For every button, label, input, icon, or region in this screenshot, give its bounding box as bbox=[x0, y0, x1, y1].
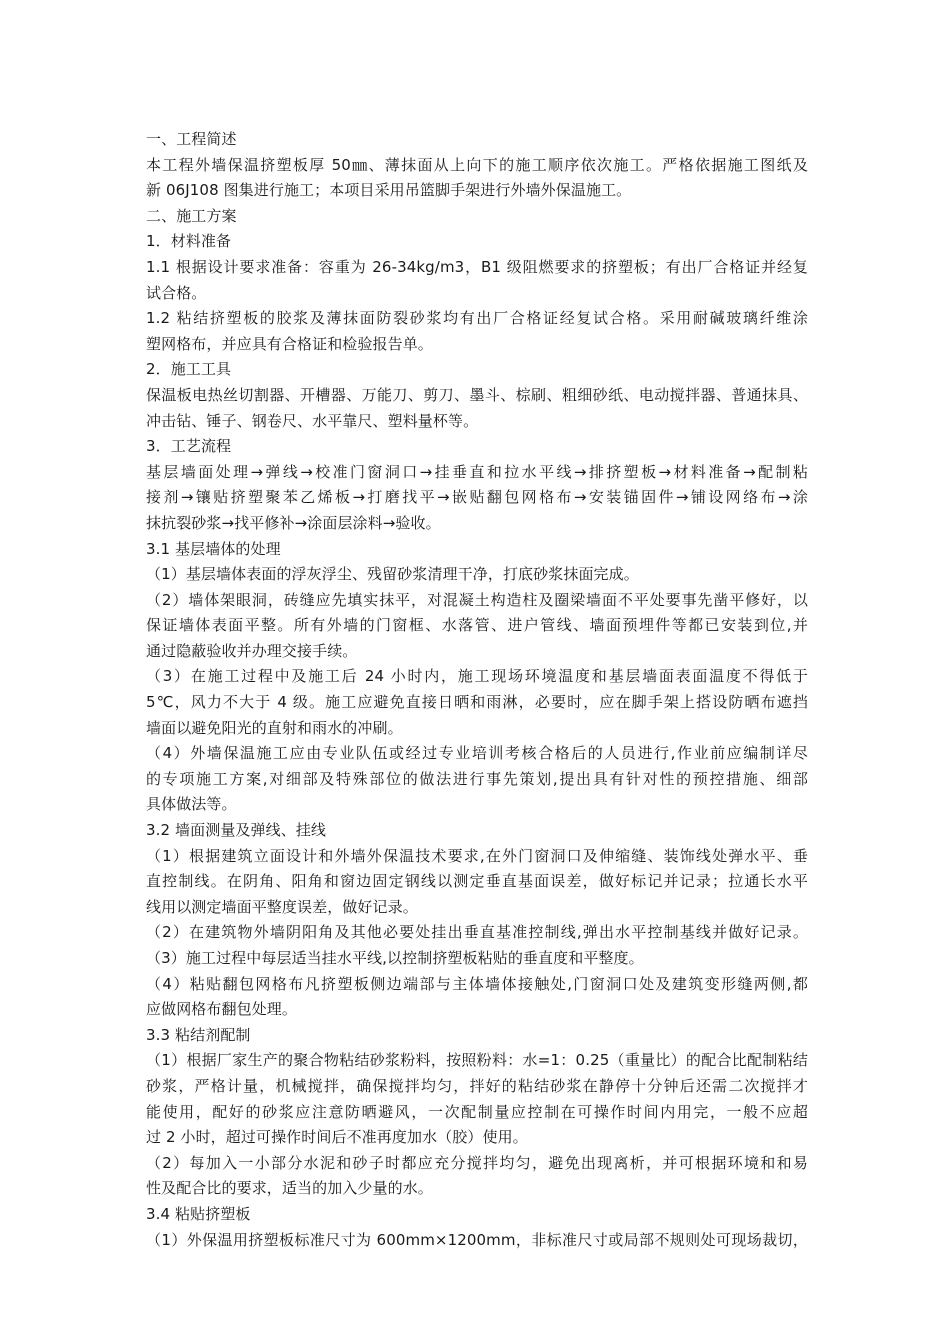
paragraph-line: 基层墙面处理→弹线→校准门窗洞口→挂垂直和拉水平线→排挤塑板→材料准备→配制粘 bbox=[146, 462, 808, 481]
paragraph-line: 抹抗裂砂浆→找平修补→涂面层涂料→验收。 bbox=[146, 513, 441, 532]
paragraph-line: 应做网格布翻包处理。 bbox=[146, 1000, 298, 1019]
paragraph-line: 的专项施工方案,对细部及特殊部位的做法进行事先策划,提出具有针对性的预控措施、细部 bbox=[146, 769, 808, 788]
paragraph-line: 性及配合比的要求，适当的加入少量的水。 bbox=[146, 1179, 433, 1198]
paragraph-line: 墙面以避免阳光的直射和雨水的冲刷。 bbox=[146, 718, 403, 737]
subsection-heading: 2．施工工具 bbox=[146, 360, 232, 379]
paragraph-line: 线用以测定墙面平整度误差，做好记录。 bbox=[146, 897, 418, 916]
paragraph-line: 本工程外墙保温挤塑板厚 50㎜、薄抹面从上向下的施工顺序依次施工。严格依据施工图纸及 bbox=[146, 155, 808, 174]
paragraph-line: 塑网格布，并应具有合格证和检验报告单。 bbox=[146, 334, 433, 353]
paragraph-line: （2）墙体架眼洞，砖缝应先填实抹平，对混凝土构造柱及圈梁墙面不平处要事先凿平修好，以 bbox=[146, 590, 808, 609]
paragraph-line: 冲击钻、锤子、钢卷尺、水平靠尺、塑料量杯等。 bbox=[146, 411, 479, 430]
subsection-heading: 3.2 墙面测量及弹线、挂线 bbox=[146, 821, 327, 840]
subsection-heading: 3.3 粘结剂配制 bbox=[146, 1025, 251, 1044]
paragraph-line: （4）粘贴翻包网格布凡挤塑板侧边端部与主体墙体接触处,门窗洞口处及建筑变形缝两侧,都 bbox=[146, 974, 808, 993]
subsection-heading: 3.4 粘贴挤塑板 bbox=[146, 1204, 251, 1223]
subsection-heading: 1．材料准备 bbox=[146, 232, 232, 251]
paragraph-line: 保温板电热丝切割器、开槽器、万能刀、剪刀、墨斗、棕刷、粗细砂纸、电动搅拌器、普通抹具、 bbox=[146, 385, 808, 404]
paragraph-line: 砂浆，严格计量，机械搅拌，确保搅拌均匀，拌好的粘结砂浆在静停十分钟后还需二次搅拌才 bbox=[146, 1076, 808, 1095]
paragraph-line: 接剂→镶贴挤塑聚苯乙烯板→打磨找平→嵌贴翻包网格布→安装锚固件→铺设网络布→涂 bbox=[146, 488, 808, 507]
section-heading: 二、施工方案 bbox=[146, 206, 237, 225]
paragraph-line: 直控制线。在阴角、阳角和窗边固定钢线以测定垂直基面误差，做好标记并记录；拉通长水平 bbox=[146, 872, 808, 891]
paragraph-line: 能使用，配好的砂浆应注意防晒避风，一次配制量应控制在可操作时间内用完，一般不应超 bbox=[146, 1102, 808, 1121]
paragraph-line: 1.1 根据设计要求准备：容重为 26-34kg/m3，B1 级阻燃要求的挤塑板；有出厂合格证并经复 bbox=[146, 257, 808, 276]
subsection-heading: 3.1 基层墙体的处理 bbox=[146, 539, 281, 558]
paragraph-line: （1）基层墙体表面的浮灰浮尘、残留砂浆清理干净，打底砂浆抹面完成。 bbox=[146, 565, 639, 584]
paragraph-line: 1.2 粘结挤塑板的胶浆及薄抹面防裂砂浆均有出厂合格证经复试合格。采用耐碱玻璃纤维涂 bbox=[146, 309, 808, 328]
paragraph-line: 试合格。 bbox=[146, 283, 207, 302]
paragraph-line: （1）根据建筑立面设计和外墙外保温技术要求,在外门窗洞口及伸缩缝、装饰线处弹水平、垂 bbox=[146, 846, 808, 865]
paragraph-line: （3）在施工过程中及施工后 24 小时内，施工现场环境温度和基层墙面表面温度不得低于 bbox=[146, 667, 808, 686]
paragraph-line: 5℃，风力不大于 4 级。施工应避免直接日晒和雨淋，必要时，应在脚手架上搭设防晒布遮挡 bbox=[146, 693, 808, 712]
paragraph-line: （1）外保温用挤塑板标准尺寸为 600mm×1200mm，非标准尺寸或局部不规则处可现场裁切， bbox=[146, 1230, 808, 1249]
subsection-heading: 3．工艺流程 bbox=[146, 437, 232, 456]
paragraph-line: （1）根据厂家生产的聚合物粘结砂浆粉料，按照粉料：水=1：0.25（重量比）的配合比配制粘结 bbox=[146, 1051, 808, 1070]
paragraph-line: 保证墙体表面平整。所有外墙的门窗框、水落管、进户管线、墙面预埋件等都已安装到位,并 bbox=[146, 616, 808, 635]
section-heading: 一、工程简述 bbox=[146, 130, 237, 148]
paragraph-line: 通过隐蔽验收并办理交接手续。 bbox=[146, 641, 358, 660]
paragraph-line: （3）施工过程中每层适当挂水平线,以控制挤塑板粘贴的垂直度和平整度。 bbox=[146, 949, 644, 967]
paragraph-line: 新 06J108 图集进行施工；本项目采用吊篮脚手架进行外墙外保温施工。 bbox=[146, 181, 632, 200]
paragraph-line: （2）每加入一小部分水泥和砂子时都应充分搅拌均匀，避免出现离析，并可根据环境和和易 bbox=[146, 1153, 808, 1172]
paragraph-line: （2）在建筑物外墙阴阳角及其他必要处挂出垂直基准控制线,弹出水平控制基线并做好记录。 bbox=[146, 923, 808, 942]
document-body bbox=[146, 127, 808, 1253]
paragraph-line: 具体做法等。 bbox=[146, 795, 237, 814]
paragraph-line: 过 2 小时，超过可操作时间后不准再度加水（胶）使用。 bbox=[146, 1128, 528, 1147]
paragraph-line: （4）外墙保温施工应由专业队伍或经过专业培训考核合格后的人员进行,作业前应编制详尽 bbox=[146, 744, 808, 763]
